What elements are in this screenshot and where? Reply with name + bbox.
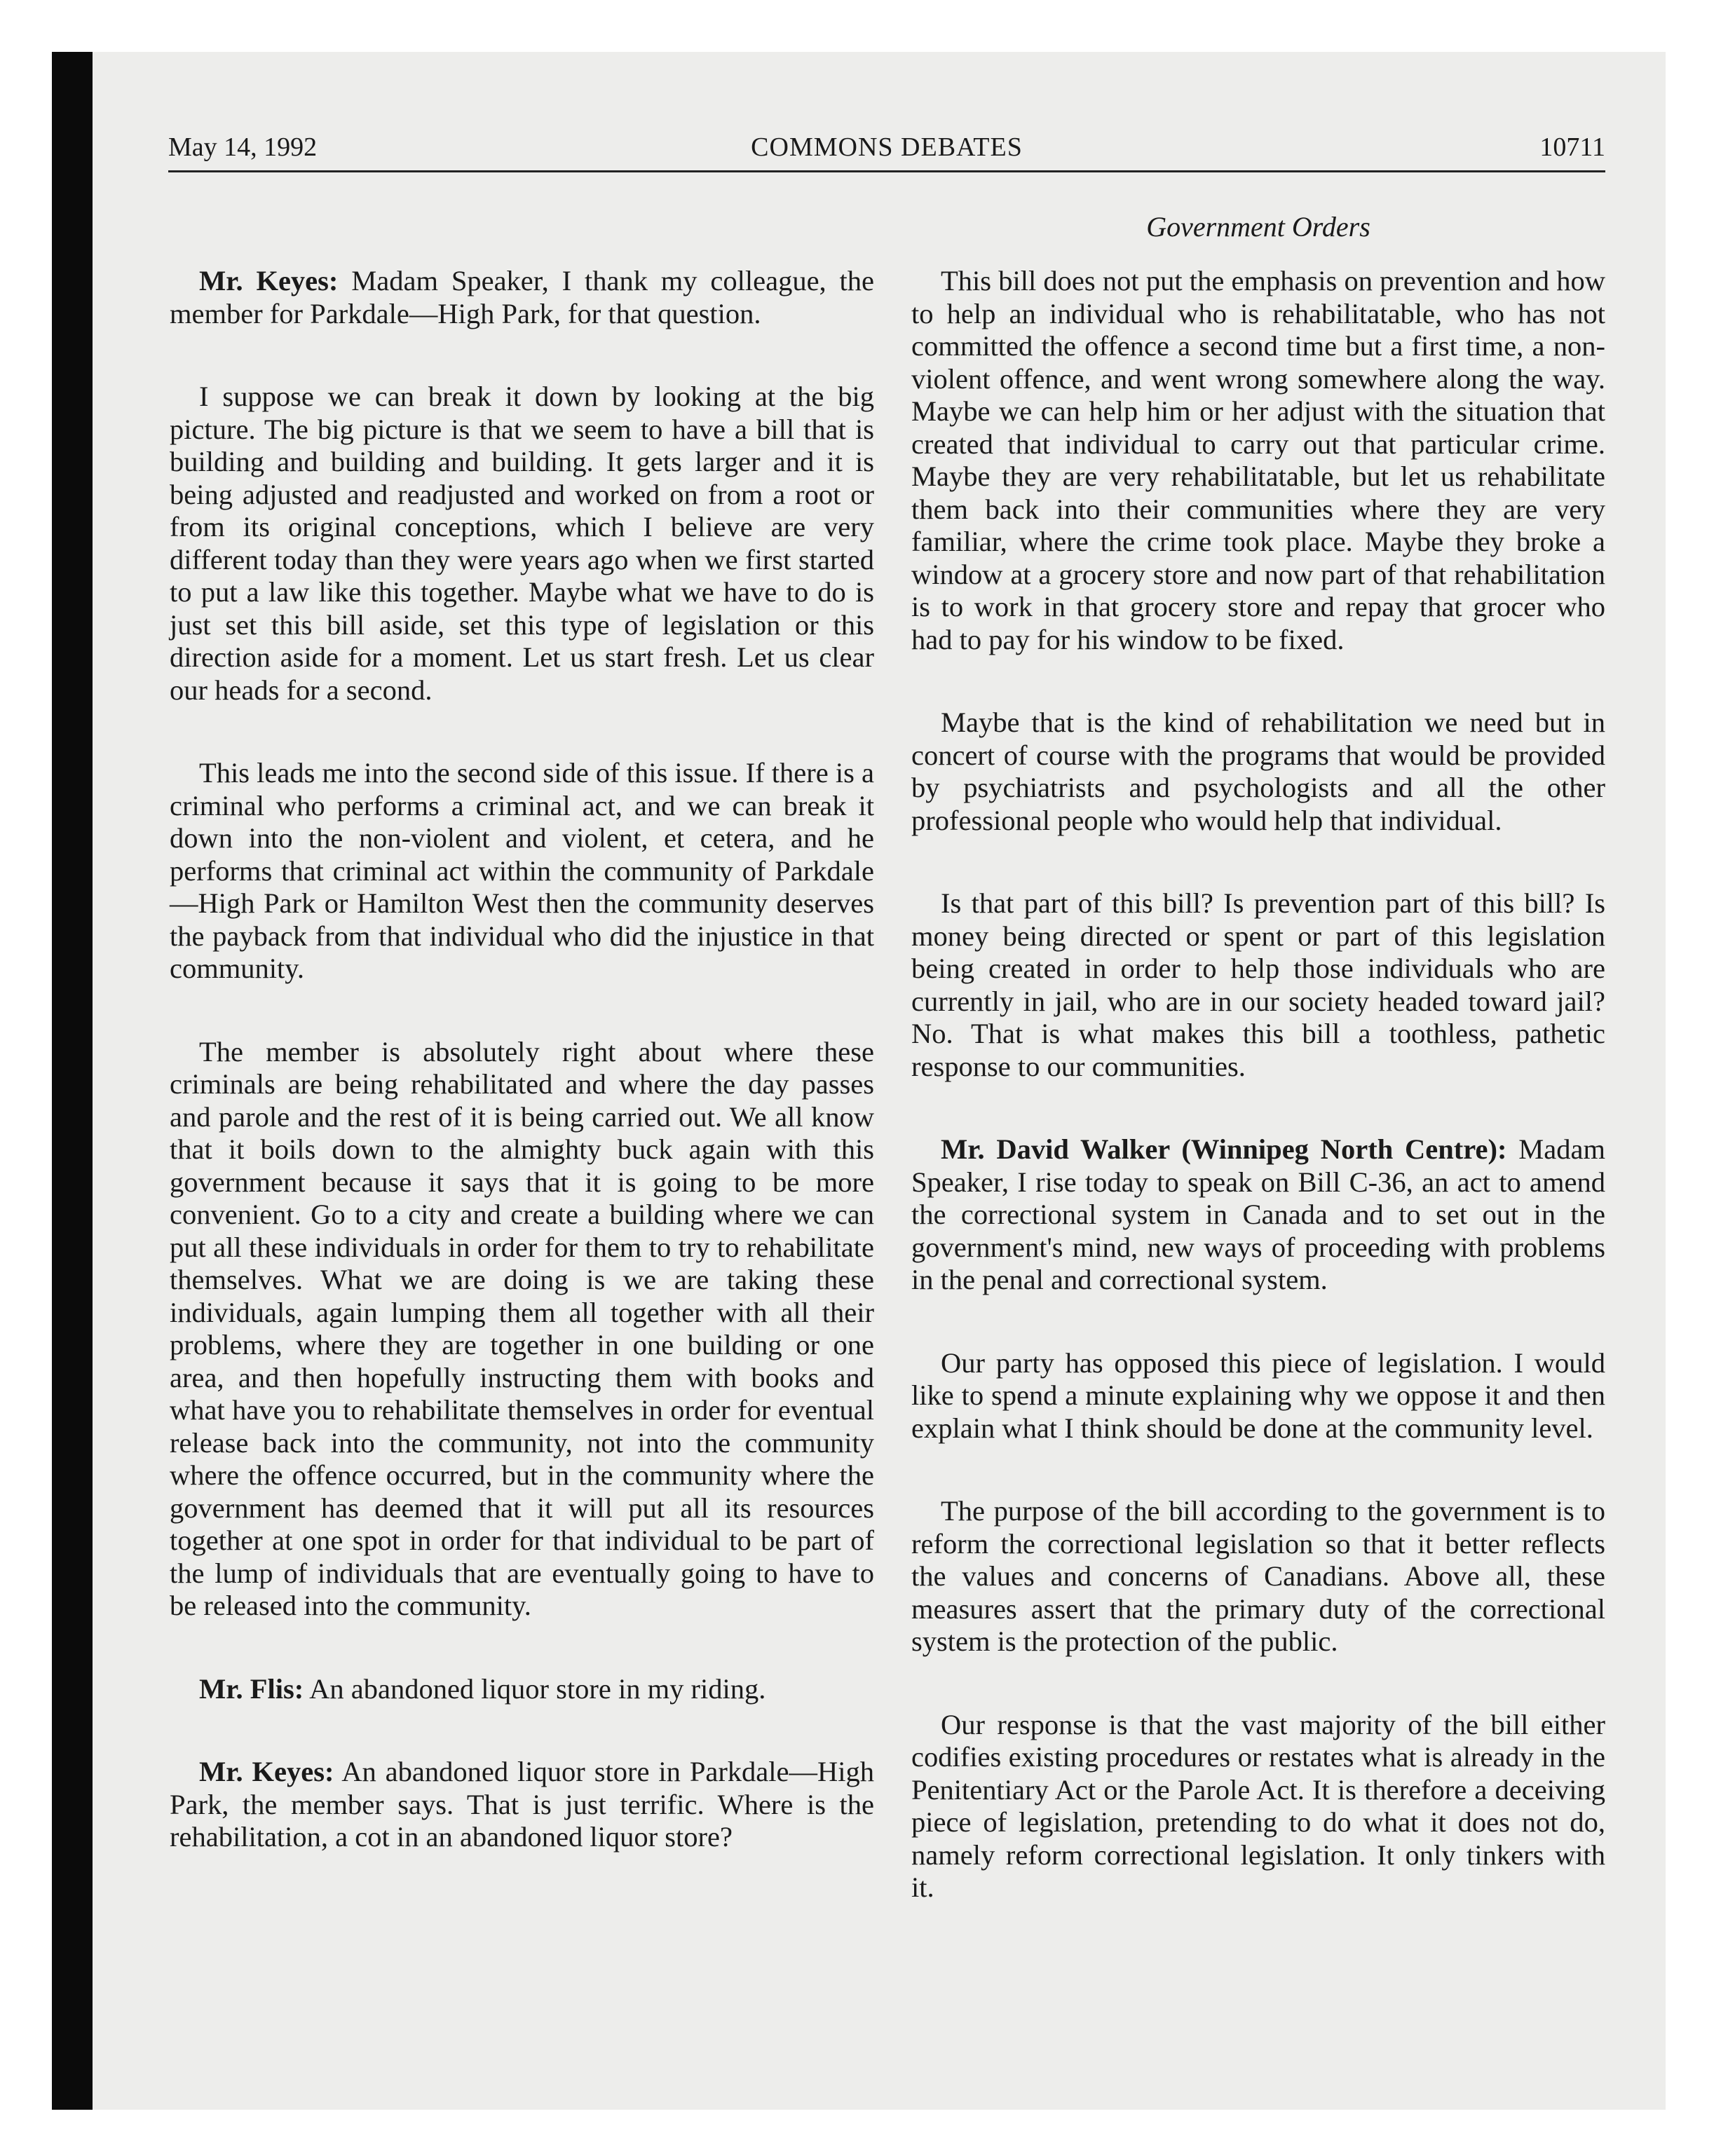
paragraph xyxy=(911,707,1605,837)
paragraph-text: The member is absolutely right about where these criminals are being rehabilitated and where the day passes and parole and the rest of it is being carried out. We all know that it boils down to the almighty buck again with this government because it says that it is going to be more convenient. Go to a city and create a building where we can put all these individuals in order for them to try to rehabilitate themselves. What we are doing is we are taking these individuals, again lumping them all together with all their problems, where they are together in one building or one area, and then hopefully instructing them with books and what have you to rehabilitate themselves in order for eventual release back into the community, not into the community where the offence occurred, but in the community where the government has deemed that it will put all its resources together at one spot in order for that individual to be part of the lump of individuals that are eventually going to have to be released into the community. xyxy=(170,1035,874,1621)
paragraph xyxy=(170,1036,874,1623)
paragraph-text: Madam Speaker, I thank my colleague, the member for Parkdale—High Park, for that question. xyxy=(170,265,875,329)
paragraph xyxy=(911,887,1605,1083)
paragraph xyxy=(911,1347,1605,1445)
paragraph xyxy=(170,381,874,707)
paragraph-text: Our party has opposed this piece of legislation. I would like to spend a minute explaining why we oppose it and then explain what I think should be done at the community level. xyxy=(911,1346,1605,1444)
paragraph-text: An abandoned liquor store in my riding. xyxy=(304,1672,766,1705)
section-title: Government Orders xyxy=(1146,211,1370,243)
speaker-name: Mr. Keyes: xyxy=(199,265,339,296)
paragraph xyxy=(911,1495,1605,1658)
header-journal-title: COMMONS DEBATES xyxy=(751,132,1023,162)
binding-edge xyxy=(52,52,93,2110)
paragraph-text: An abandoned liquor store in Parkdale—High Park, the member says. That is just terrific. Where is the rehabilitation, a cot in an abandoned liquor store? xyxy=(170,1756,875,1853)
paragraph-text: Our response is that the vast majority of the bill either codifies existing procedures or restates what is already in the Penitentiary Act or the Parole Act. It is therefore a deceiving piece of legislation, pretending to do what it does not do, namely reform correctional legislation. It only tinkers with it. xyxy=(911,1708,1605,1903)
header-date: May 14, 1992 xyxy=(168,132,318,162)
paragraph-text: Madam Speaker, I rise today to speak on Bill C-36, an act to amend the correctional system in Canada and to set out in the government's mind, new ways of proceeding with problems in the penal and correctional system. xyxy=(911,1133,1605,1295)
paragraph xyxy=(911,1133,1605,1297)
paragraph-text: This bill does not put the emphasis on prevention and how to help an individual who is rehabilitatable, who has not committed the offence a second time but a first time, a non-violent offence, and went wrong somewhere along the way. Maybe we can help him or her adjust with the situation that created that individual to carry out that particular crime. Maybe they are very rehabilitatable, but let us rehabilitate them back into their communities where they are very familiar, where the crime took place. Maybe they broke a window at a grocery store and now part of that rehabilitation is to work in that grocery store and repay that grocer who had to pay for his window to be fixed. xyxy=(911,265,1605,655)
paragraph-text: Is that part of this bill? Is prevention part of this bill? Is money being directed or spent or part of this legislation being created in order to help those individuals who are currently in jail, who are in our society headed toward jail? No. That is what makes this bill a toothless, pathetic response to our communities. xyxy=(911,887,1605,1082)
speaker-name: Mr. David Walker (Winnipeg North Centre): xyxy=(941,1133,1507,1165)
page-header xyxy=(168,132,1605,167)
paragraph xyxy=(170,1756,874,1854)
paragraph xyxy=(911,265,1605,656)
header-rule xyxy=(168,170,1605,172)
paragraph xyxy=(911,1709,1605,1904)
paragraph xyxy=(170,757,874,985)
paragraph xyxy=(170,265,874,330)
speaker-name: Mr. Keyes: xyxy=(199,1756,334,1787)
right-column xyxy=(911,265,1605,1955)
paragraph xyxy=(170,1673,874,1706)
left-column xyxy=(170,265,874,1904)
paragraph-text: Maybe that is the kind of rehabilitation we need but in concert of course with the programs that would be provided by psychiatrists and psychologists and all the other professional people who would help that individual. xyxy=(911,707,1605,836)
paragraph-text: I suppose we can break it down by looking at the big picture. The big picture is that we seem to have a bill that is building and building and building. It gets larger and it is being adjusted and readjusted and worked on from a root or from its original conceptions, which I believe are very different today than they were years ago when we first started to put a law like this together. Maybe what we have to do is just set this bill aside, set this type of legislation or this direction aside for a moment. Let us start fresh. Let us clear our heads for a second. xyxy=(170,381,874,706)
paragraph-text: The purpose of the bill according to the government is to reform the correctional legislation so that it better reflects the values and concerns of Canadians. Above all, these measures assert that the primary duty of the correctional system is the protection of the public. xyxy=(911,1495,1605,1657)
header-page-number: 10711 xyxy=(1539,132,1605,162)
paragraph-text: This leads me into the second side of this issue. If there is a criminal who performs a criminal act, and we can break it down into the non-violent and violent, et cetera, and he performs that criminal act within the community of Parkdale—High Park or Hamilton West then the community deserves the payback from that individual who did the injustice in that community. xyxy=(170,757,874,984)
speaker-name: Mr. Flis: xyxy=(199,1672,304,1705)
